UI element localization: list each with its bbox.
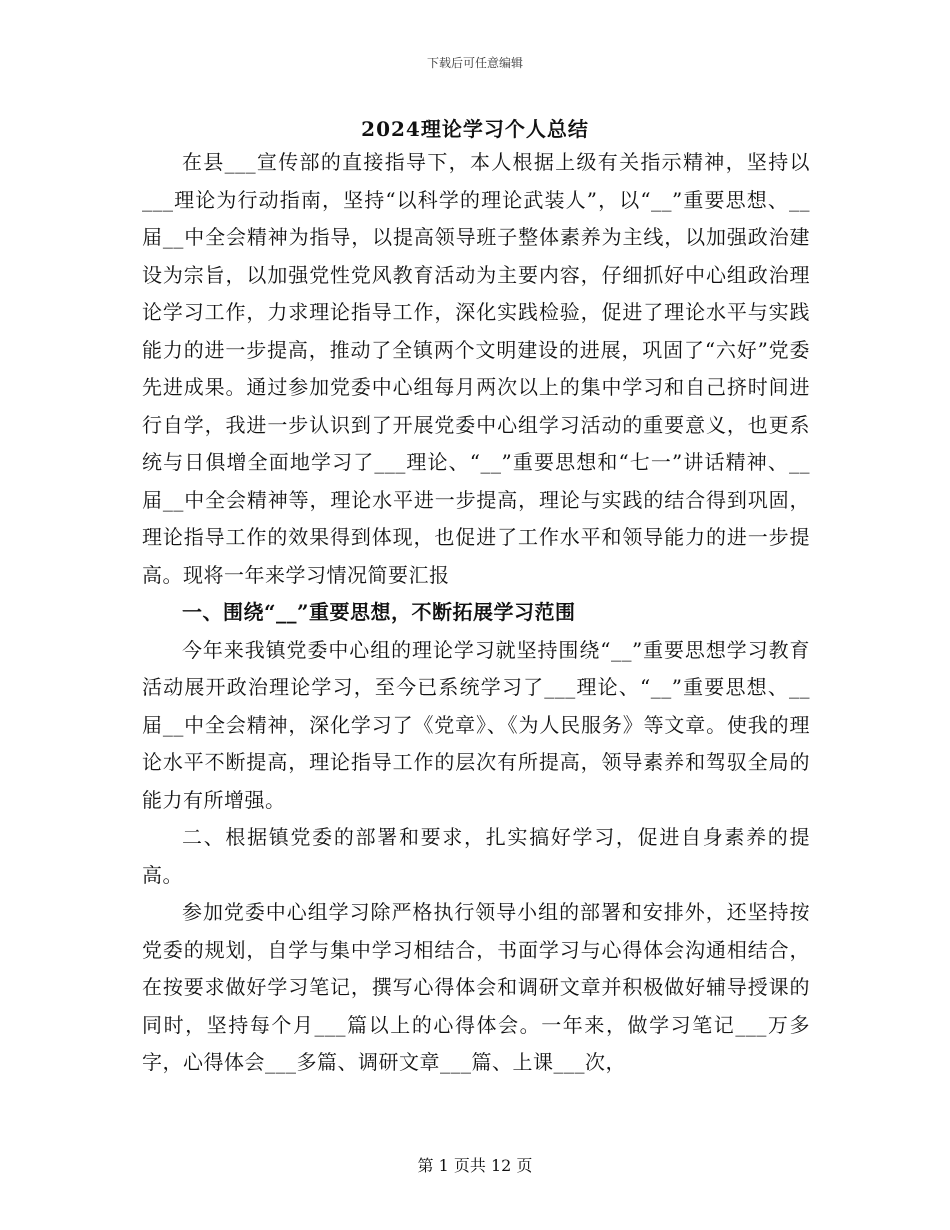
header-note: 下载后可任意编辑	[426, 56, 523, 70]
document-title: 2024理论学习个人总结	[361, 117, 589, 141]
paragraph-section-1: 今年来我镇党委中心组的理论学习就坚持围绕“__”重要思想学习教育活动展开政治理论学习，至今已系统学习了___理论、“__”重要思想、__届__中全会精神，深化学习了《党章》、《为人民服务》等文章。使我的理论水平不断提高，理论指导工作的层次有所提高，领导素养和驾驭全局的能力有所增强。	[142, 637, 810, 812]
section-heading-2: 二、根据镇党委的部署和要求，扎实搞好学习，促进自身素养的提高。	[142, 825, 810, 887]
page-number: 第 1 页共 12 页	[417, 1156, 533, 1175]
paragraph-intro: 在县___宣传部的直接指导下，本人根据上级有关指示精神，坚持以___理论为行动指南，坚持“以科学的理论武装人”，以“__”重要思想、__届__中全会精神为指导，以提高领导班子整体素养为主线，以加强政治建设为宗旨，以加强党性党风教育活动为主要内容，仔细抓好中心组政治理论学习工作，力求理论指导工作，深化实践检验，促进了理论水平与实践能力的进一步提高，推动了全镇两个文明建设的进展，巩固了“六好”党委先进成果。通过参加党委中心组每月两次以上的集中学习和自己挤时间进行自学，我进一步认识到了开展党委中心组学习活动的重要意义，也更系统与日俱增全面地学习了___理论、“__”重要思想和“七一”讲话精神、__届__中全会精神等，理论水平进一步提高，理论与实践的结合得到巩固，理论指导工作的效果得到体现，也促进了工作水平和领导能力的进一步提高。现将一年来学习情况简要汇报	[142, 150, 810, 587]
document-body	[142, 144, 810, 1082]
section-heading-1: 一、围绕“__”重要思想，不断拓展学习范围	[182, 600, 576, 624]
paragraph-section-2: 参加党委中心组学习除严格执行领导小组的部署和安排外，还坚持按党委的规划，自学与集中学习相结合，书面学习与心得体会沟通相结合，在按要求做好学习笔记，撰写心得体会和调研文章并积极做好辅导授课的同时，坚持每个月___篇以上的心得体会。一年来，做学习笔记___万多字，心得体会___多篇、调研文章___篇、上课___次，	[142, 900, 810, 1074]
